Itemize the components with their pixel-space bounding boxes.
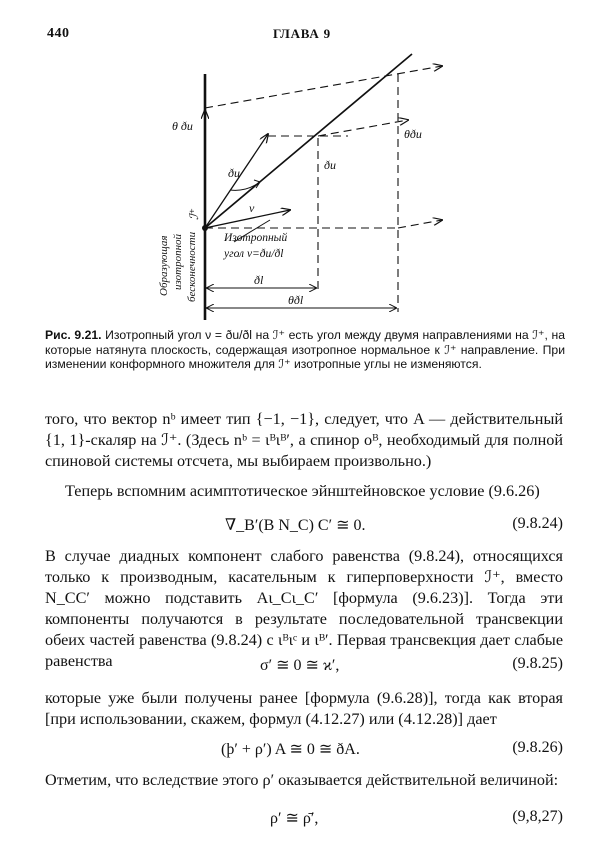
page-number: 440 — [47, 26, 70, 41]
upper-dashed-ray — [205, 66, 442, 108]
running-head: ГЛАВА 9 — [273, 26, 331, 41]
label-isotropic-line2: угол ν=ðu/ðl — [224, 248, 284, 260]
figure-9-21 — [150, 52, 570, 337]
label-generator-1: Образующая — [158, 235, 170, 296]
equation-formula: σ′ ≅ 0 ≅ ϰ′, — [260, 657, 340, 674]
label-generator-3: бесконечности — [186, 231, 198, 302]
label-du-left: ðu — [228, 166, 240, 180]
equation-9-8-26 — [45, 739, 563, 761]
paragraph-4: которые уже были получены ранее [формула (9.6.28)], тогда как вторая [при использовании, скажем, формул (4.12.27) или (4.12.28)] дает — [45, 689, 563, 728]
label-theta-du-left: θ ðu — [172, 119, 193, 133]
equation-formula: ρ′ ≅ ρ̄′, — [270, 810, 319, 827]
figure-caption — [45, 328, 565, 372]
equation-number: (9.8.25) — [512, 655, 563, 672]
paragraph-5: Отметим, что вследствие этого ρ′ оказывается действительной величиной: — [45, 771, 559, 789]
equation-9-8-25 — [45, 655, 563, 677]
paragraph-2: Теперь вспомним асимптотическое эйнштейновское условие (9.6.26) — [65, 482, 540, 500]
label-generator-2: изотропной — [172, 233, 184, 290]
equation-formula: (þ′ + ρ′) A ≅ 0 ≅ ðA. — [221, 741, 360, 758]
label-theta-dl: θðl — [288, 293, 304, 307]
equation-number: (9.8.26) — [512, 739, 563, 756]
equation-9-8-27 — [45, 808, 563, 830]
label-du-mid: ðu — [324, 158, 336, 172]
label-dl: ðl — [254, 273, 264, 287]
equation-number: (9,8,27) — [512, 808, 563, 825]
equation-9-8-24 — [45, 515, 563, 537]
caption-text: Изотропный угол ν = ðu/ðl на ℐ⁺ есть угол между двумя направлениями на ℐ⁺, на которые натянута плоскость, содержащая изотропное нормальное к ℐ⁺ направление. При изменении конформного множителя для ℐ⁺ изотропные углы не изменяются. — [45, 328, 565, 371]
label-iplus: ℐ⁺ — [187, 208, 201, 220]
label-nu: ν — [249, 201, 255, 215]
caption-label: Рис. 9.21. — [45, 328, 102, 342]
paragraph-3: В случае диадных компонент слабого равенства (9.8.24), относящихся только к производным, касательным к гиперповерхности ℐ⁺, вместо N_CC′ можно подставить Aι_Cι_C′ [формула (9.6.23)]. Тогда эти компоненты получаются в результате последовательной трансвекции обеих частей равенства (9.8.24) с ιᴮιᶜ и ιᴮ′. Первая трансвекция дает слабые равенства — [45, 547, 563, 670]
label-theta-du-right: θðu — [404, 127, 422, 141]
main-diagonal-ray — [205, 54, 412, 228]
paragraph-1: того, что вектор nᵇ имеет тип {−1, −1}, следует, что A — действительный {1, 1}-скаляр на ℐ⁺. (Здесь nᵇ = ιᴮιᴮ′, а спинор oᴮ, необходимый для полной спиновой системы отсчета, мы выбираем произвольно.) — [45, 410, 563, 470]
equation-formula: ∇_B′(B N_C) C′ ≅ 0. — [225, 517, 366, 534]
isotropic-angle-diagram — [150, 52, 570, 337]
equation-number: (9.8.24) — [512, 515, 563, 532]
label-isotropic-line1: Изотропный — [224, 232, 288, 244]
